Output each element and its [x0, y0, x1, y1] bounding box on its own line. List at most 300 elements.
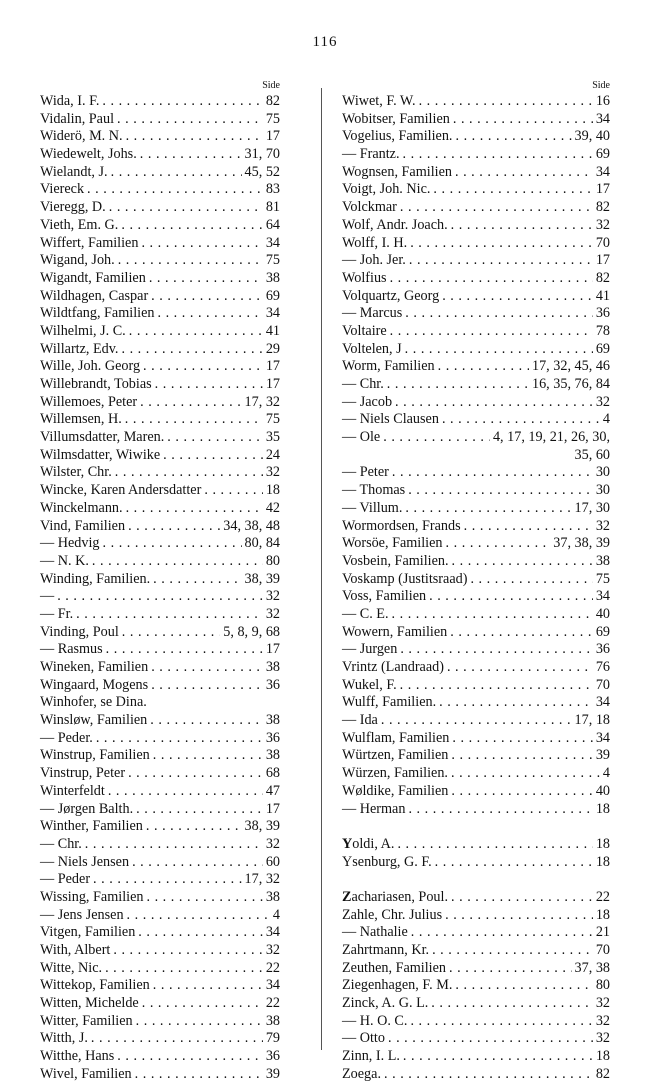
index-entry: [40, 464, 280, 482]
dot-leader: [76, 606, 263, 624]
dot-leader: [455, 164, 593, 182]
index-entry: [342, 907, 610, 925]
column-header-side: Side: [262, 80, 280, 91]
entry-pages: 41: [595, 287, 610, 304]
entry-name: —: [40, 588, 55, 605]
index-entry: [342, 323, 610, 341]
entry-pages: 69: [595, 146, 610, 163]
index-entry: [342, 429, 610, 464]
entry-pages: 18: [595, 906, 610, 923]
entry-pages: 18: [595, 835, 610, 852]
index-entry: [342, 553, 610, 571]
entry-name: Vrintz (Landraad): [342, 659, 444, 676]
entry-name: — Marcus: [342, 305, 403, 322]
index-entry: [342, 924, 610, 942]
index-entry: [40, 164, 280, 182]
entry-name: — Jens Jensen: [40, 906, 124, 923]
index-entry: [40, 571, 280, 589]
entry-pages: 36: [595, 305, 610, 322]
dot-leader: [125, 411, 263, 429]
entry-pages: 69: [595, 623, 610, 640]
dot-leader: [135, 1066, 263, 1084]
entry-pages: 34: [265, 305, 280, 322]
dot-leader: [405, 500, 571, 518]
entry-pages: 34: [265, 924, 280, 941]
dot-leader: [85, 836, 263, 854]
entry-name: Witter, Familien: [40, 1012, 133, 1029]
entry-pages: 17, 30: [574, 499, 610, 516]
index-entry: [40, 783, 280, 801]
entry-pages: 32: [265, 588, 280, 605]
column-divider: [321, 88, 322, 1050]
index-entry: [40, 128, 280, 146]
entry-pages: 75: [265, 110, 280, 127]
entry-pages: 37, 38: [574, 959, 610, 976]
entry-name: Zahrtmann, Kr.: [342, 942, 430, 959]
entry-name: Wolff, I. H.: [342, 234, 408, 251]
dot-leader: [390, 270, 593, 288]
entry-name: — Jørgen Balth.: [40, 800, 134, 817]
index-list-right: [342, 93, 610, 1084]
dot-leader: [446, 535, 551, 553]
index-entry: [342, 730, 610, 748]
dot-leader: [163, 447, 263, 465]
entry-name: Wigandt, Familien: [40, 269, 146, 286]
index-entry: [40, 270, 280, 288]
dot-leader: [102, 93, 262, 111]
entry-name: Wiffert, Familien: [40, 234, 139, 251]
entry-pages: 75: [595, 570, 610, 587]
index-entry: [40, 394, 280, 412]
index-entry: [342, 235, 610, 253]
entry-name: Wulflam, Familien: [342, 729, 450, 746]
entry-name: Willebrandt, Tobias: [40, 376, 152, 392]
dot-leader: [388, 1030, 593, 1048]
dot-leader: [408, 482, 593, 500]
entry-pages: 31, 70: [244, 146, 280, 163]
index-entry: [40, 305, 280, 323]
entry-name: Wowern, Familien: [342, 623, 448, 640]
index-entry: [40, 535, 280, 553]
entry-name: Winstrup, Familien: [40, 747, 150, 764]
entry-name: Zeuthen, Familien: [342, 959, 447, 976]
index-entry: [342, 128, 610, 146]
dot-leader: [395, 394, 593, 412]
entry-pages: 64: [265, 216, 280, 233]
dot-leader: [129, 323, 263, 341]
index-entry: [342, 535, 610, 553]
index-entry: [342, 694, 610, 712]
dot-leader: [92, 553, 263, 571]
entry-pages: 17, 32, 45, 46: [531, 358, 610, 375]
index-entry: [40, 730, 280, 748]
entry-name: Witte, Nic.: [40, 959, 103, 976]
index-entry: [342, 1048, 610, 1066]
entry-name: Winther, Familien: [40, 818, 143, 835]
entry-name: — Niels Jensen: [40, 853, 130, 870]
dot-leader: [431, 995, 593, 1013]
entry-name: Witth, J.: [40, 1030, 88, 1047]
entry-pages: 70: [595, 676, 610, 693]
dot-leader: [455, 128, 571, 146]
dot-leader: [449, 960, 572, 978]
dot-leader: [150, 712, 263, 730]
dot-leader: [140, 394, 241, 412]
entry-pages: 76: [595, 659, 610, 676]
index-entry: [342, 960, 610, 978]
entry-name: Vidalin, Paul: [40, 110, 115, 127]
entry-pages: 39: [265, 1065, 280, 1082]
entry-name: — Chr.: [342, 376, 384, 392]
entry-name: Wineken, Familien: [40, 659, 149, 675]
entry-pages: 75: [265, 252, 280, 269]
index-list-left: [40, 93, 280, 1084]
dot-leader: [429, 588, 593, 606]
page-number: 116: [312, 34, 338, 50]
entry-name: — Niels Clausen: [342, 411, 439, 428]
dot-leader: [451, 765, 600, 783]
dot-leader: [419, 93, 593, 111]
index-entry: [342, 783, 610, 801]
index-entry: [342, 411, 610, 429]
entry-name: Witthe, Hans: [40, 1048, 115, 1065]
entry-name: — Ole: [342, 429, 381, 446]
entry-pages: 32: [595, 517, 610, 534]
entry-pages: 4: [272, 906, 280, 923]
entry-pages: 34: [265, 234, 280, 251]
index-entry: [342, 164, 610, 182]
index-entry: [342, 801, 610, 819]
entry-name: Worsöe, Familien: [342, 535, 443, 552]
dot-leader: [146, 818, 242, 836]
index-entry: [342, 1030, 610, 1048]
index-entry: [40, 765, 280, 783]
index-entry: [342, 659, 610, 677]
entry-name: Wormordsen, Frands: [342, 517, 461, 534]
index-entry: [342, 677, 610, 695]
entry-name: Voltaire: [342, 322, 387, 339]
dot-leader: [439, 694, 593, 712]
dot-leader: [96, 730, 263, 748]
dot-leader: [451, 217, 593, 235]
index-column-left: [40, 78, 280, 1084]
entry-pages: 24: [265, 446, 280, 463]
entry-pages: 18: [265, 482, 280, 499]
entry-name: Wiwet, F. W.: [342, 93, 416, 109]
dot-leader: [464, 518, 593, 536]
index-entry: [40, 376, 280, 394]
index-entry: [40, 801, 280, 819]
entry-pages: 81: [265, 199, 280, 216]
index-entry: [40, 641, 280, 659]
index-entry: [342, 765, 610, 783]
entry-name: Vitgen, Familien: [40, 924, 136, 941]
entry-pages: 34: [595, 163, 610, 180]
dot-leader: [138, 924, 263, 942]
entry-name: — N. K.: [40, 552, 89, 569]
entry-pages: 34: [595, 729, 610, 746]
entry-pages: 32: [595, 995, 610, 1012]
dot-leader: [204, 482, 262, 500]
index-entry: [40, 871, 280, 889]
entry-pages: 17: [265, 376, 280, 392]
index-entry: [342, 641, 610, 659]
index-entry: [40, 995, 280, 1013]
entry-name: — Ida: [342, 712, 378, 729]
entry-pages: 36: [265, 729, 280, 746]
entry-pages: 38: [265, 1012, 280, 1029]
entry-pages: 18: [595, 800, 610, 817]
entry-pages: 80: [265, 552, 280, 569]
entry-name: Widerö, M. N.: [40, 128, 123, 145]
dot-leader: [451, 889, 593, 907]
index-entry: [40, 1066, 280, 1084]
dot-leader: [122, 624, 220, 642]
index-entry: [342, 93, 610, 111]
index-entry: [40, 659, 280, 677]
index-entry: [342, 464, 610, 482]
entry-pages: 38: [265, 659, 280, 675]
entry-pages: 32: [265, 835, 280, 852]
entry-name: Zahle, Chr. Julius: [342, 906, 443, 923]
entry-name: — Nathalie: [342, 924, 408, 941]
entry-pages: 17: [595, 181, 610, 198]
index-entry: [40, 429, 280, 447]
index-entry: [342, 588, 610, 606]
entry-name: — Jurgen: [342, 641, 398, 658]
entry-pages: 41: [265, 322, 280, 339]
entry-pages: 79: [265, 1030, 280, 1047]
entry-name: Wissing, Familien: [40, 888, 144, 905]
index-entry: [40, 977, 280, 995]
index-entry: [342, 199, 610, 217]
entry-name: Würtzen, Familien: [342, 747, 449, 764]
index-entry: [342, 288, 610, 306]
entry-pages: 16, 35, 76, 84: [531, 376, 610, 392]
entry-pages: 69: [265, 287, 280, 304]
entry-pages: 69: [595, 340, 610, 357]
index-entry: [40, 836, 280, 854]
dot-leader: [153, 747, 263, 765]
index-entry: [40, 1013, 280, 1031]
index-entry: [40, 606, 280, 624]
dot-leader: [128, 765, 263, 783]
entry-name: Willemoes, Peter: [40, 393, 138, 410]
dot-leader: [141, 235, 262, 253]
index-entry: [342, 747, 610, 765]
entry-pages: 34: [595, 694, 610, 711]
entry-name: Wille, Joh. Georg: [40, 358, 141, 375]
entry-name: Wobitser, Familien: [342, 110, 450, 127]
entry-pages: 70: [595, 942, 610, 959]
index-entry: [342, 606, 610, 624]
index-entry: [40, 288, 280, 306]
entry-name: Wukel, F.: [342, 676, 397, 693]
entry-name: Vosbein, Familien.: [342, 552, 449, 569]
dot-leader: [410, 1013, 592, 1031]
entry-name: Wittekop, Familien: [40, 977, 150, 994]
entry-name: Wilster, Chr.: [40, 464, 112, 481]
entry-name: Yoldi, A.: [342, 835, 395, 852]
entry-name: Vinding, Poul: [40, 623, 119, 640]
dot-leader: [400, 641, 593, 659]
index-entry: [40, 252, 280, 270]
entry-name: Würzen, Familien.: [342, 765, 448, 782]
entry-name: Wildhagen, Caspar: [40, 287, 149, 304]
entry-pages: 21: [595, 924, 610, 941]
index-entry: [342, 358, 610, 376]
entry-name: — Hedvig: [40, 535, 100, 552]
dot-leader: [108, 783, 263, 801]
entry-pages: 16: [595, 93, 610, 109]
dot-leader: [151, 288, 263, 306]
dot-leader: [400, 677, 593, 695]
entry-pages: 22: [595, 888, 610, 905]
index-entry: [40, 677, 280, 695]
entry-name: Vogelius, Familien.: [342, 128, 453, 145]
entry-name: Zoega.: [342, 1065, 381, 1082]
dot-leader: [109, 199, 263, 217]
entry-name: Wivel, Familien: [40, 1065, 132, 1082]
dot-leader: [105, 960, 263, 978]
dot-leader: [410, 235, 593, 253]
index-entry: [40, 447, 280, 465]
entry-pages: 17, 32: [244, 393, 280, 410]
entry-pages: 22: [265, 995, 280, 1012]
entry-pages: 68: [265, 765, 280, 782]
dot-leader: [136, 801, 263, 819]
index-entry: [40, 411, 280, 429]
index-entry: [40, 93, 280, 111]
entry-name: Witten, Michelde: [40, 995, 139, 1012]
index-entry: [40, 1030, 280, 1048]
dot-leader: [453, 111, 593, 129]
index-entry: [342, 942, 610, 960]
entry-name: Winterfeldt: [40, 782, 105, 799]
entry-name: Voltelen, J: [342, 340, 402, 357]
dot-leader: [450, 624, 593, 642]
dot-leader: [383, 429, 490, 447]
entry-name: Winckelmann.: [40, 499, 123, 516]
dot-leader: [411, 924, 593, 942]
index-entry: [342, 995, 610, 1013]
dot-leader: [455, 977, 592, 995]
entry-name: Voss, Familien: [342, 588, 427, 605]
entry-name: Wigand, Joh.: [40, 252, 115, 269]
dot-leader: [151, 677, 263, 695]
dot-leader: [435, 854, 593, 872]
entry-name: — Villum.: [342, 499, 403, 516]
index-entry: [40, 960, 280, 978]
index-entry: [40, 907, 280, 925]
entry-pages: 17: [265, 641, 280, 658]
index-entry: [40, 518, 280, 536]
index-entry: [342, 376, 610, 394]
entry-name: Ziegenhagen, F. M.: [342, 977, 453, 994]
dot-leader: [151, 659, 263, 677]
dot-leader: [149, 270, 263, 288]
entry-pages: 70: [595, 234, 610, 251]
index-entry: [40, 199, 280, 217]
index-entry: [40, 358, 280, 376]
index-entry: [342, 836, 610, 854]
index-entry: [342, 270, 610, 288]
entry-name: — C. E.: [342, 605, 389, 622]
entry-pages: 32: [265, 605, 280, 622]
index-entry: [40, 323, 280, 341]
index-entry: [342, 889, 610, 907]
dot-leader: [470, 571, 592, 589]
entry-pages: 4: [602, 411, 610, 428]
entry-pages: 17: [595, 252, 610, 269]
entry-pages: 83: [265, 181, 280, 198]
dot-leader: [121, 341, 262, 359]
entry-name: — Peder: [40, 871, 91, 888]
entry-pages: 82: [595, 269, 610, 286]
dot-leader: [128, 518, 220, 536]
index-entry: [342, 394, 610, 412]
entry-name: Wognsen, Familien: [342, 163, 452, 180]
entry-name: Zachariasen, Poul.: [342, 888, 448, 905]
dot-leader: [403, 1048, 593, 1066]
entry-name: — Jacob: [342, 393, 393, 410]
entry-pages: 29: [265, 340, 280, 357]
entry-pages: 80, 84: [244, 535, 280, 552]
dot-leader: [132, 854, 263, 872]
index-entry: [40, 111, 280, 129]
entry-pages: 60: [265, 853, 280, 870]
index-entry: [342, 482, 610, 500]
dot-leader: [87, 181, 263, 199]
dot-leader: [397, 836, 592, 854]
dot-leader: [126, 500, 263, 518]
index-entry: [342, 624, 610, 642]
index-entry: [342, 518, 610, 536]
dot-leader: [452, 730, 592, 748]
entry-pages: 34: [595, 588, 610, 605]
entry-name: Wiedewelt, Johs.: [40, 146, 137, 163]
dot-leader: [111, 164, 242, 182]
index-entry: [40, 235, 280, 253]
dot-leader: [442, 288, 593, 306]
entry-name: Ysenburg, G. F.: [342, 853, 432, 870]
entry-pages: 38: [265, 747, 280, 764]
dot-leader: [142, 995, 263, 1013]
dot-leader: [433, 181, 592, 199]
dot-leader: [126, 128, 263, 146]
entry-pages: 34, 38, 48: [223, 517, 280, 534]
entry-pages: 82: [265, 93, 280, 109]
entry-name: Wilmsdatter, Wiwike: [40, 446, 161, 463]
entry-pages: 38, 39: [244, 818, 280, 835]
entry-pages: 32: [595, 1030, 610, 1047]
entry-name: Vinstrup, Peter: [40, 765, 126, 782]
dot-leader: [117, 1048, 263, 1066]
index-entry: [40, 624, 280, 642]
entry-pages: 30: [595, 464, 610, 481]
entry-pages: 18: [595, 853, 610, 870]
index-entry: [342, 571, 610, 589]
dot-leader: [57, 588, 263, 606]
entry-pages: 17, 18: [574, 712, 610, 729]
index-entry: [342, 252, 610, 270]
entry-pages: 38: [595, 552, 610, 569]
index-entry: [342, 500, 610, 518]
entry-name: Zinck, A. G. L.: [342, 995, 429, 1012]
entry-name: Vieth, Em. G.: [40, 216, 119, 233]
entry-pages: 32: [265, 464, 280, 481]
index-entry: [40, 854, 280, 872]
